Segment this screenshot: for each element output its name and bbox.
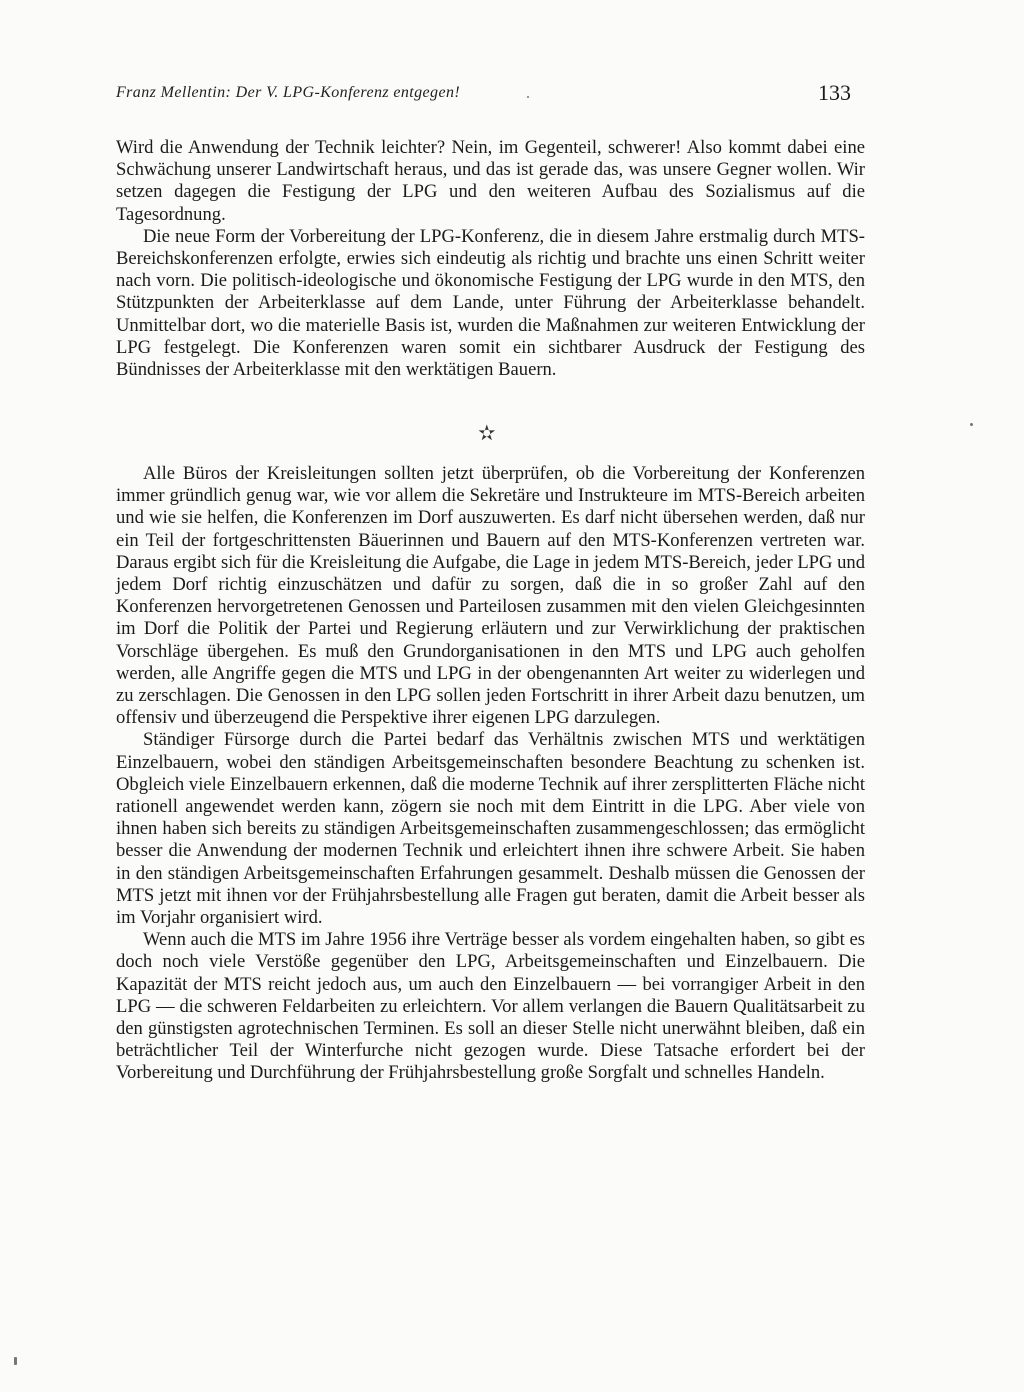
paper-speck — [14, 1357, 17, 1365]
paper-speck — [970, 423, 973, 426]
paragraph-2: Die neue Form der Vorbereitung der LPG-Konferenz, die in diesem Jahre erstmalig durch MTS-Bereichskonferenzen erfolgte, erwies sich eindeutig als richtig und brachte uns einen Schritt weiter nach vorn. Die politisch-ideologische und ökonomische Festigung der LPG wurde in den MTS, den Stützpunkten der Arbeiterklasse auf dem Lande, unter Führung der Arbeiterklasse behandelt. Unmittelbar dort, wo die materielle Basis ist, wurden die Maßnahmen zur weiteren Entwicklung der LPG festgelegt. Die Konferenzen waren somit ein sichtbarer Ausdruck der Festigung des Bündnisses der Arbeiterklasse mit den werktätigen Bauern. — [116, 225, 865, 381]
text-block-bottom — [116, 463, 865, 1085]
paragraph-1: Wird die Anwendung der Technik leichter? Nein, im Gegenteil, schwerer! Also kommt dabei eine Schwächung unserer Landwirtschaft heraus, und das ist gerade das, was unsere Gegner wollen. Wir setzen dagegen die Festigung der LPG und den weiteren Aufbau des Sozialismus auf die Tagesordnung. — [116, 137, 865, 225]
section-break-star-icon: ✫ — [478, 421, 496, 445]
page-number: 133 — [818, 80, 851, 105]
paragraph-3: Alle Büros der Kreisleitungen sollten jetzt überprüfen, ob die Vorbereitung der Konferenzen immer gründlich genug war, wie vor allem die Sekretäre und Instrukteure im MTS-Bereich arbeiten und wie sie helfen, die Konferenzen im Dorf auszuwerten. Es darf nicht übersehen werden, daß nur ein Teil der fortgeschrittensten Bäuerinnen und Bauern auf den MTS-Konferenzen vertreten war. Daraus ergibt sich für die Kreisleitung die Aufgabe, die Lage in jedem MTS-Bereich, jeder LPG und jedem Dorf richtig einzuschätzen und dafür zu sorgen, daß die in so großer Zahl auf den Konferenzen hervorgetretenen Genossen und Parteilosen zusammen mit den vielen Gleichgesinnten im Dorf die Politik der Partei und Regierung erläutern und zur Verwirklichung der praktischen Vorschläge übergehen. Es muß den Grundorganisationen in den MTS und LPG auch geholfen werden, alle Angriffe gegen die MTS und LPG in der obengenannten Art weiter zu widerlegen und zu zerschlagen. Die Genossen in den LPG sollen jeden Fortschritt in ihrer Arbeit dazu benutzen, um offensiv und überzeugend die Perspektive ihrer eigenen LPG darzulegen. — [116, 463, 865, 729]
running-head: Franz Mellentin: Der V. LPG-Konferenz entgegen! — [116, 84, 461, 101]
paragraph-5: Wenn auch die MTS im Jahre 1956 ihre Verträge besser als vordem eingehalten haben, so gibt es doch noch viele Verstöße gegenüber den LPG, Arbeitsgemeinschaften und Einzelbauern. Die Kapazität der MTS reicht jedoch aus, um auch den Einzelbauern — bei vorrangiger Arbeit in den LPG — die schweren Feldarbeiten zu erleichtern. Vor allem verlangen die Bauern Qualitätsarbeit zu den günstigsten agrotechnischen Terminen. Es soll an dieser Stelle nicht unerwähnt bleiben, daß ein beträchtlicher Teil der Winterfurche nicht gezogen wurde. Diese Tatsache erfordert bei der Vorbereitung und Durchführung der Frühjahrsbestellung große Sorgfalt und schnelles Handeln. — [116, 929, 865, 1084]
paragraph-4: Ständiger Fürsorge durch die Partei bedarf das Verhältnis zwischen MTS und werktätigen Einzelbauern, wobei den ständigen Arbeitsgemeinschaften besondere Beachtung zu schenken ist. Obgleich viele Einzelbauern erkennen, daß die moderne Technik auf ihrer zersplitterten Fläche nicht rationell angewendet werden kann, zögern sie noch mit dem Eintritt in die LPG. Aber viele von ihnen haben sich bereits zu ständigen Arbeitsgemeinschaften zusammengeschlossen; das ermöglicht besser die Anwendung der modernen Technik und erleichtert ihnen ihre schwere Arbeit. Sie haben in den ständigen Arbeitsgemeinschaften Erfahrungen gesammelt. Deshalb müssen die Genossen der MTS jetzt mit ihnen vor der Frühjahrsbestellung alle Fragen gut beraten, damit die Arbeit besser als im Vorjahr organisiert wird. — [116, 729, 865, 929]
paper-speck — [527, 96, 529, 98]
text-block-top — [116, 137, 865, 381]
